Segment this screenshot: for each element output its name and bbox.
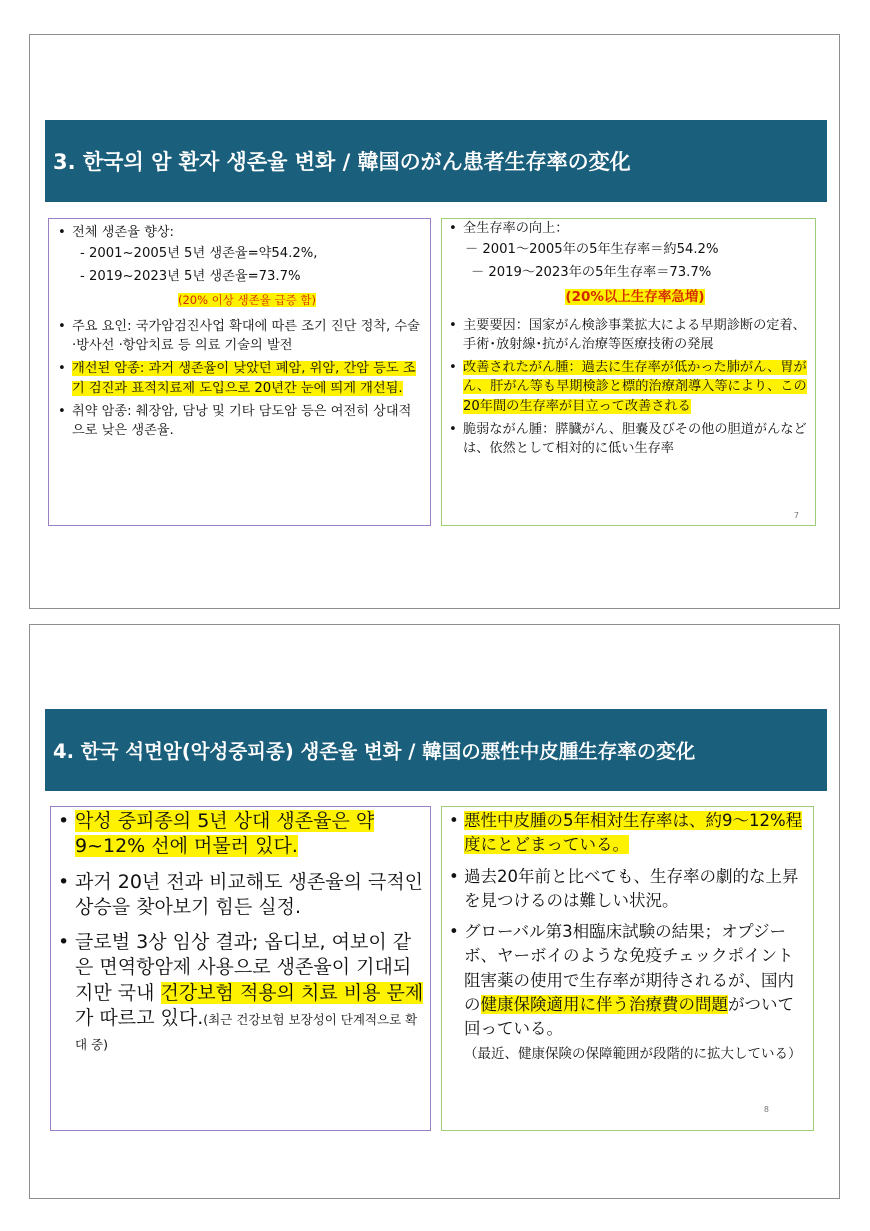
slide-8 bbox=[29, 624, 840, 1199]
bullet-5yr-survival: • 악성 중피종의 5년 상대 생존율은 약 9~12% 선에 머물러 있다. bbox=[57, 809, 424, 860]
bullet-5yr-survival: • 悪性中皮腫の5年相対生存率は、約9～12%程度にとどまっている。 bbox=[448, 809, 807, 858]
highlight-insurance-cost: 건강보험 적용의 치료 비용 문제 bbox=[160, 981, 424, 1004]
korean-text-panel bbox=[48, 218, 431, 526]
survival-2001-2005: － 2001～2005年の5年生存率＝約54.2% bbox=[465, 242, 719, 258]
emphasis-note: (20% 이상 생존율 급증 함) bbox=[177, 293, 317, 308]
bullet-no-improvement: • 過去20年前と比べても、生存率の劇的な上昇を見つけるのは難しい状況。 bbox=[448, 865, 807, 914]
bullet-main-factors: • 主要要因：国家がん検診事業拡大による早期診断の定着、手術･放射線･抗がん治療等医療技術の発展 bbox=[448, 316, 807, 354]
insurance-note: （最近、健康保険の保障範囲が段階的に拡大している） bbox=[464, 1046, 802, 1063]
bullet-immunotherapy: • グローバル第3相臨床試験の結果；オプジーボ、ヤーボイのような免疫チェックポイント阻害薬の使用で生存率が期待されるが、国内の健康保険適用に伴う治療費の問題がついて回っている。 （最近、健康保険の保障範囲が段階的に拡大している） bbox=[448, 920, 807, 1066]
survival-2019-2023: - 2019~2023년 5년 생존율=73.7% bbox=[80, 269, 301, 285]
korean-text-panel bbox=[50, 806, 431, 1131]
survival-2001-2005: - 2001~2005년 5년 생존율=약54.2%, bbox=[80, 246, 318, 262]
bullet-improved-cancers: • 개선된 암종: 과거 생존율이 낮았던 폐암, 위암, 간암 등도 조기 검진과 표적치료제 도입으로 20년간 눈에 띄게 개선됨. bbox=[57, 359, 422, 397]
japanese-text-panel bbox=[441, 218, 816, 526]
bullet-main-factors: • 주요 요인: 국가암검진사업 확대에 따른 조기 진단 정착, 수술 ·방사선 ·항암치료 등 의료 기술의 발전 bbox=[57, 317, 422, 355]
bullet-vulnerable-cancers: • 취약 암종: 췌장암, 담낭 및 기타 담도암 등은 여전히 상대적으로 낮은 생존율. bbox=[57, 402, 422, 440]
bullet-no-improvement: • 과거 20년 전과 비교해도 생존율의 극적인 상승을 찾아보기 힘든 실정. bbox=[57, 870, 424, 921]
slide-title: 3. 한국의 암 환자 생존율 변화 / 韓国のがん患者生存率の変化 bbox=[45, 120, 827, 202]
page-number: 8 bbox=[763, 1105, 769, 1115]
bullet-immunotherapy: • 글로벌 3상 임상 결과; 옵디보, 여보이 같은 면역항암제 사용으로 생존율이 기대되지만 국내 건강보험 적용의 치료 비용 문제가 따르고 있다.(최근 건강보험 보장성이 단계적으로 확대 중) bbox=[57, 930, 424, 1056]
emphasis-note: (20%以上生存率急増) bbox=[565, 289, 705, 306]
page-number: 7 bbox=[793, 511, 799, 521]
insurance-note: (최근 건강보험 보장성이 단계적으로 확대 중) bbox=[75, 1011, 418, 1053]
bullet-overall-survival: • 전체 생존율 향상: - 2001~2005년 5년 생존율=약54.2%, - 2019~2023년 5년 생존율=73.7% (20% 이상 생존율 급증 함) bbox=[57, 223, 422, 309]
bullet-overall-survival: • 全生存率の向上： － 2001～2005年の5年生存率＝約54.2% － 2019～2023年の5年生存率＝73.7% (20%以上生存率急増) bbox=[448, 219, 807, 308]
japanese-text-panel bbox=[441, 806, 814, 1131]
slide-7 bbox=[29, 34, 840, 609]
highlight-insurance-cost: 健康保険適用に伴う治療費の問題 bbox=[480, 994, 728, 1014]
survival-2019-2023: － 2019～2023年の5年生存率＝73.7% bbox=[471, 265, 712, 281]
bullet-vulnerable-cancers: • 脆弱ながん腫：膵臓がん、胆嚢及びその他の胆道がんなどは、依然として相対的に低い生存率 bbox=[448, 420, 807, 458]
slide-title: 4. 한국 석면암(악성중피종) 생존율 변화 / 韓国の悪性中皮腫生存率の変化 bbox=[45, 709, 827, 791]
bullet-improved-cancers: • 改善されたがん腫：過去に生存率が低かった肺がん、胃がん、肝がん等も早期検診と標的治療剤導入等により、この20年間の生存率が目立って改善される bbox=[448, 358, 807, 415]
